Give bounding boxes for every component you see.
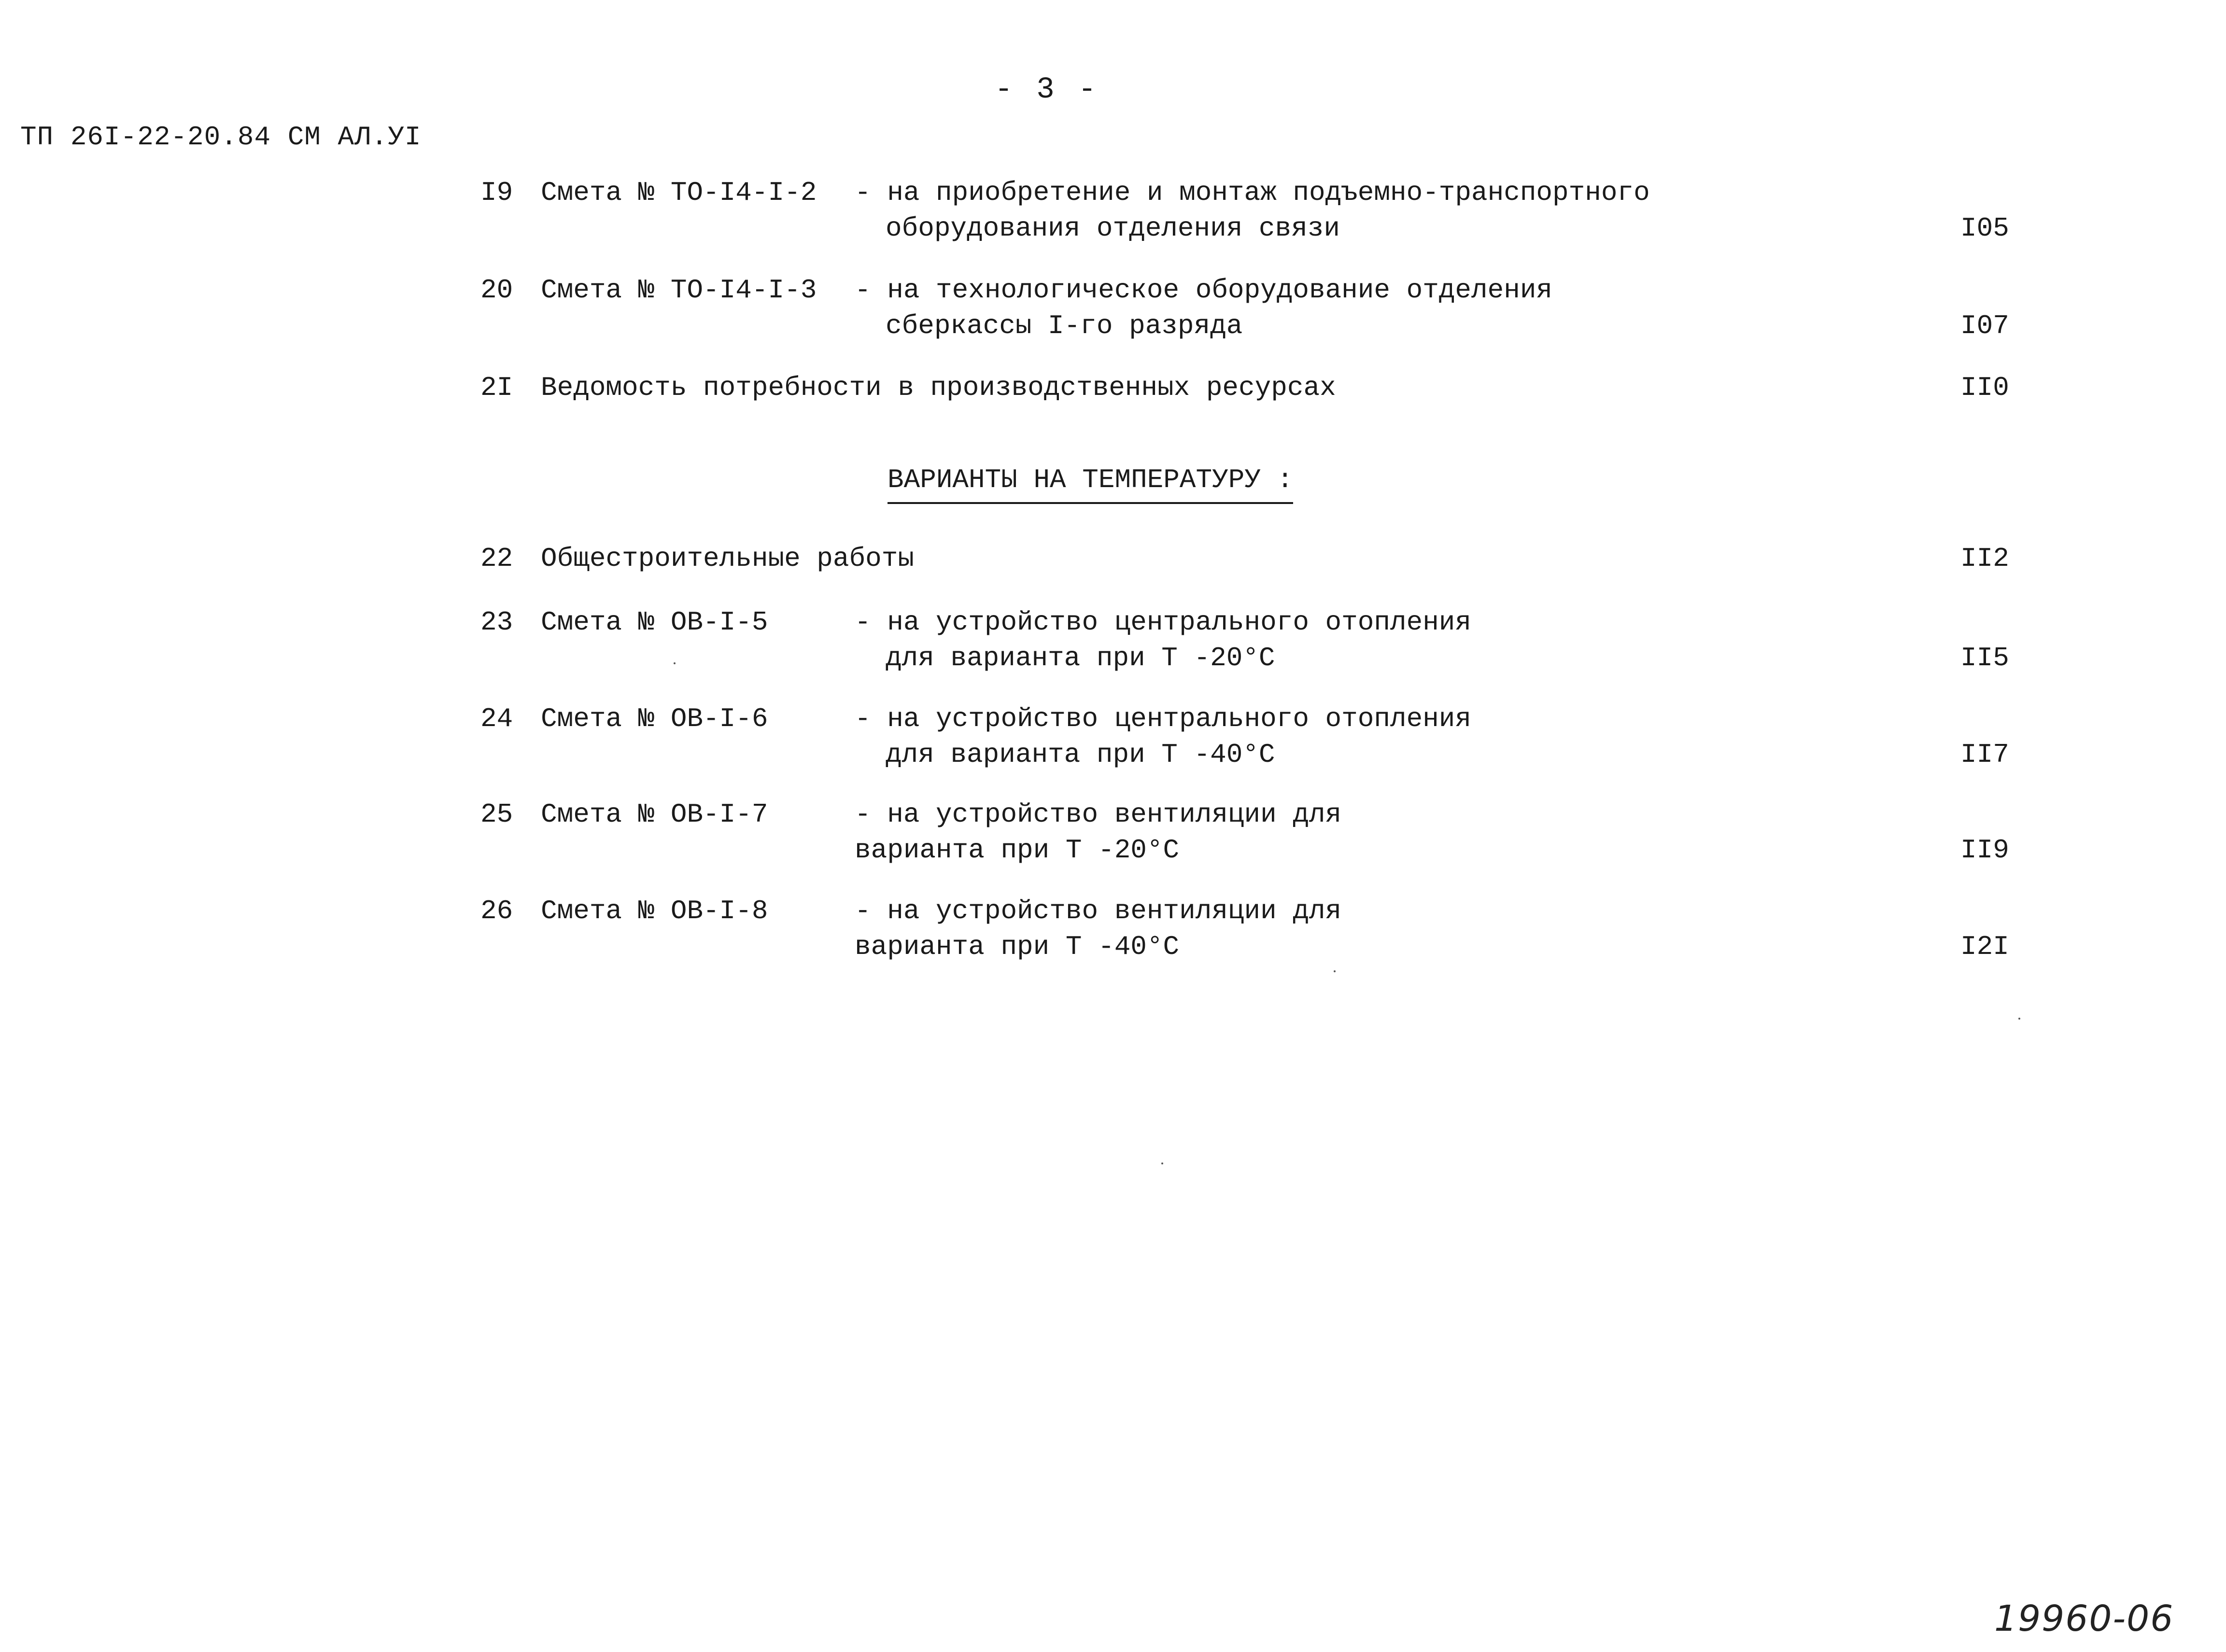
- description-line: для варианта при Т -20°С: [886, 643, 1275, 673]
- description-line: - на приобретение и монтаж подъемно-транспортного: [855, 177, 1650, 208]
- item-name: Смета № ОВ-I-8: [541, 896, 768, 926]
- description-line: - на устройство центрального отопления: [855, 607, 1472, 638]
- item-number: 20: [480, 275, 513, 306]
- scan-speck: [674, 662, 676, 664]
- item-page-number: I05: [1960, 213, 2009, 244]
- description-line: сберкассы I-го разряда: [886, 310, 1243, 341]
- page-number: - 3 -: [995, 72, 1099, 107]
- item-name: Общестроительные работы: [541, 543, 914, 574]
- section-heading: ВАРИАНТЫ НА ТЕМПЕРАТУРУ :: [888, 464, 1293, 504]
- item-description: [855, 797, 1341, 868]
- item-number: 25: [480, 799, 513, 830]
- item-page-number: II2: [1960, 543, 2009, 574]
- archive-stamp: 19960-06: [1994, 1598, 2174, 1639]
- item-number: 2I: [480, 372, 513, 403]
- item-name: Смета № ОВ-I-5: [541, 607, 768, 638]
- description-line: для варианта при Т -40°С: [886, 739, 1275, 770]
- item-name: Смета № ОВ-I-6: [541, 703, 768, 734]
- item-page-number: I07: [1960, 310, 2009, 341]
- description-line: - на устройство вентиляции для: [855, 799, 1342, 830]
- item-page-number: II7: [1960, 739, 2009, 770]
- item-page-number: I2I: [1960, 931, 2009, 962]
- item-number: 26: [480, 896, 513, 926]
- item-page-number: II9: [1960, 835, 2009, 866]
- document-code: ТП 26I-22-20.84 СМ АЛ.УI: [20, 122, 422, 153]
- scan-speck: [2018, 1018, 2020, 1020]
- item-name: Смета № ОВ-I-7: [541, 799, 768, 830]
- description-line: варианта при Т -20°С: [855, 835, 1180, 866]
- scan-speck: [1161, 1162, 1163, 1164]
- item-description: [855, 175, 1650, 246]
- item-name: Ведомость потребности в производственных ресурсах: [541, 372, 1336, 403]
- description-line: варианта при Т -40°С: [855, 931, 1180, 962]
- item-page-number: II5: [1960, 643, 2009, 673]
- item-description: [855, 272, 1552, 344]
- item-name: Смета № ТО-I4-I-3: [541, 275, 817, 306]
- item-number: 22: [480, 543, 513, 574]
- item-name: Смета № ТО-I4-I-2: [541, 177, 817, 208]
- description-line: - на технологическое оборудование отделения: [855, 275, 1553, 306]
- description-line: оборудования отделения связи: [886, 213, 1340, 244]
- item-number: I9: [480, 177, 513, 208]
- item-description: [855, 701, 1471, 772]
- description-line: - на устройство вентиляции для: [855, 896, 1342, 926]
- item-number: 24: [480, 703, 513, 734]
- scan-speck: [1334, 970, 1336, 972]
- item-description: [855, 893, 1341, 965]
- item-number: 23: [480, 607, 513, 638]
- description-line: - на устройство центрального отопления: [855, 703, 1472, 734]
- item-page-number: II0: [1960, 372, 2009, 403]
- item-description: [855, 604, 1471, 676]
